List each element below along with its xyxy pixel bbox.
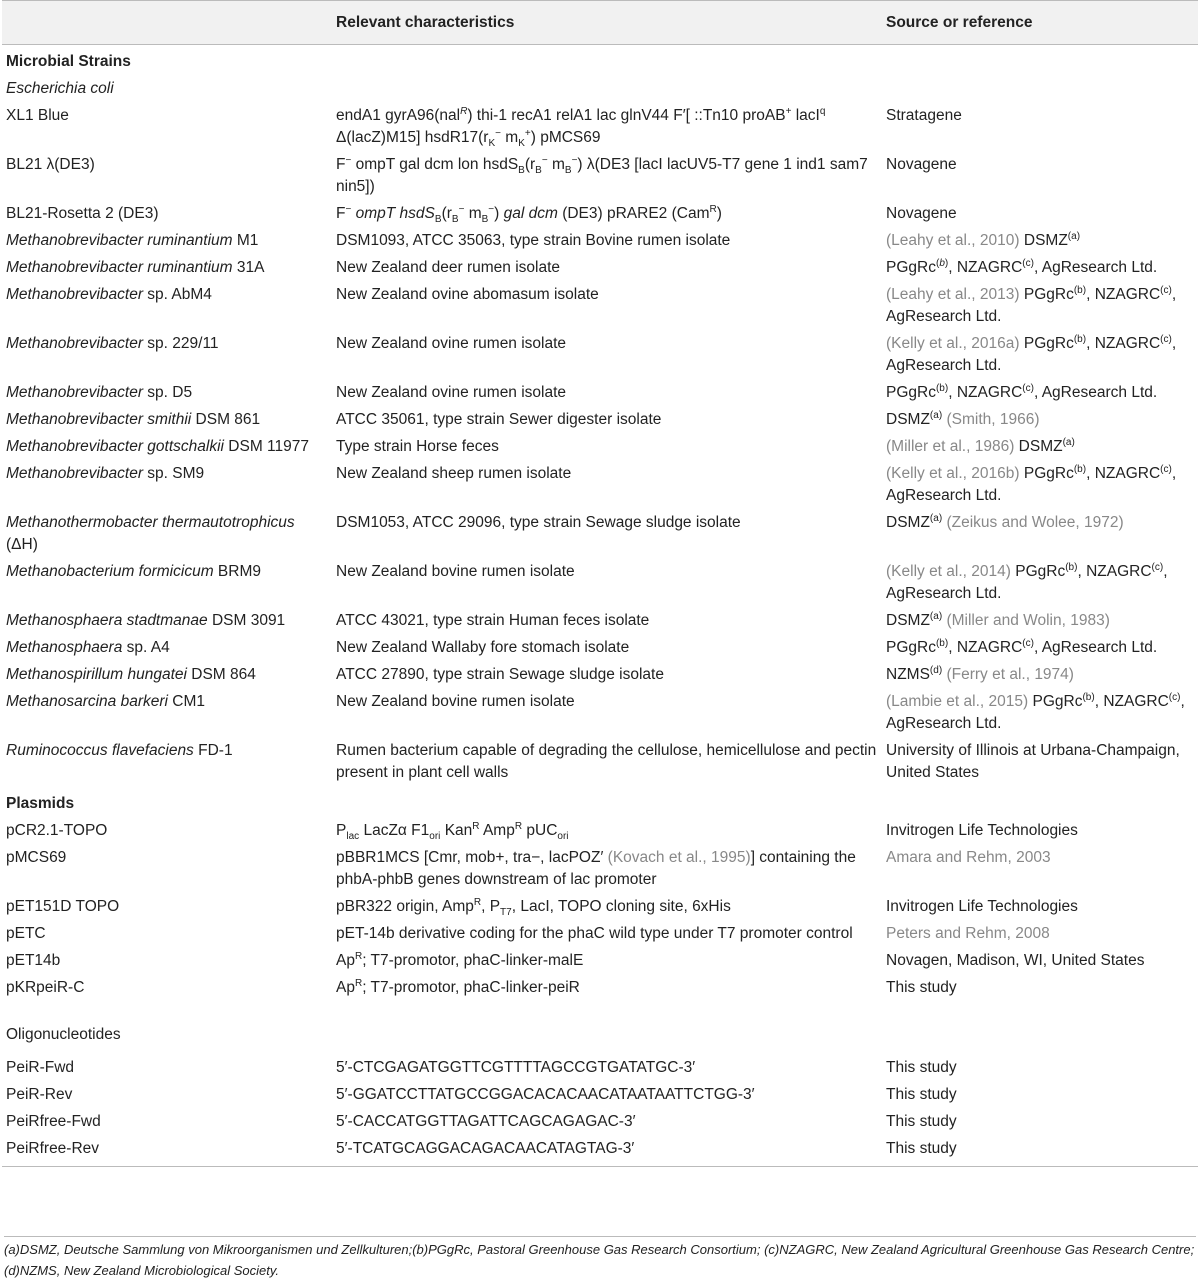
table-row: Methanobacterium formicicum BRM9 New Zealand bovine rumen isolate (Kelly et al., 2014) PGgRc$^{(b)}$, NZAGRC$^{(c)}$, AgResearch Ltd. xyxy=(6,561,1168,602)
header-characteristics: Relevant characteristics xyxy=(332,1,882,45)
genotype-cell: F− ompT $hsdS_B(r_B^-$ $m_B^-$) gal dcm (DE3) pRARE2 (Cam$^R$) xyxy=(336,203,722,226)
section-row: Oligonucleotides xyxy=(6,1026,121,1043)
table-row: PeiR-Rev 5′-GGATCCTTATGCCGGACACACAACATAATAATTCTGG-3′ This study xyxy=(6,1086,957,1103)
table-row: PeiR-Fwd 5′-CTCGAGATGGTTCGTTTTAGCCGTGATATGC-3′ This study xyxy=(6,1059,957,1076)
genotype-cell: pBBR1MCS [Cmr, mob+, tra−, lacPOZ′ (Kovach et al., 1995)] containing the phbA-phbB genes downstream of lac promoter xyxy=(336,849,856,888)
table-row: Methanospirillum hungatei DSM 864 ATCC 27890, type strain Sewage sludge isolate NZMS$^{(d)}$ (Ferry et al., 1974) xyxy=(6,664,1074,683)
table-row: Methanosphaera sp. A4 New Zealand Wallaby fore stomach isolate PGgRc$^{(b)}$, NZAGRC$^{(c)}$, AgResearch Ltd. xyxy=(6,637,1158,656)
table-row: Methanobrevibacter gottschalkii DSM 11977 Type strain Horse feces (Miller et al., 1986) DSMZ$^{(a)}$ xyxy=(6,436,1075,455)
section-row: Microbial Strains xyxy=(6,53,131,70)
genotype-cell: endA1 gyrA96(nal$^R$) thi-1 recA1 relA1 lac glnV44 F′[ ::Tn10 proAB+ lacI$^q$ Δ(lacZ)M15] $hsdR17(r_K^-$ $m_K^+$) pMCS69 xyxy=(336,105,826,150)
table-row: pET14b $Ap^R$; T7-promotor, phaC-linker-malE Novagen, Madison, WI, United States xyxy=(2,948,1198,975)
table-row: pETC pET-14b derivative coding for the phaC wild type under T7 promoter control Peters and Rehm, 2008 xyxy=(6,925,1050,942)
table-row: Methanobrevibacter ruminantium 31A New Zealand deer rumen isolate PGgRc$^{(b)}$, NZAGRC$^{(c)}$, AgResearch Ltd. xyxy=(6,257,1158,276)
table-row: pCR2.1-TOPO $P_{lac}$ LacZα $F1_{ori}$ Kan$^R$ Amp$^R$ pUC$_{ori}$ Invitrogen Life Technologies xyxy=(2,818,1198,845)
table-row: pET151D TOPO pBR322 origin, Amp$^R$, $P_{T7}$, LacI, TOPO cloning site, 6xHis Invitrogen Life Technologies xyxy=(2,894,1198,921)
table-row: BL21-Rosetta 2 (DE3) F− ompT $hsdS_B(r_B^-$ $m_B^-$) gal dcm (DE3) pRARE2 (Cam$^R$) Novagene xyxy=(2,201,1198,228)
table-row: BL21 λ(DE3) F− ompT gal dcm lon $hsdS_B(r_B^-$ $m_B^-$) λ(DE3 [lacI lacUV5-T7 gene 1 ind1 sam7 nin5]) Novagene xyxy=(2,152,1198,201)
table-row: Methanobrevibacter sp. AbM4 New Zealand ovine abomasum isolate (Leahy et al., 2013) PGgRc$^{(b)}$, NZAGRC$^{(c)}$, AgResearch Ltd. xyxy=(6,284,1177,325)
table-footnote: (a)DSMZ, Deutsche Sammlung von Mikroorganismen und Zellkulturen;(b)PGgRc, Pastoral Greenhouse Gas Research Consortium; (c)NZAGRC, New Zealand Agricultural Greenhouse Gas Research Centre; (d)NZMS, New Zealand Microbiological Society. xyxy=(4,1236,1196,1281)
strains-table xyxy=(2,0,1198,1167)
genotype-cell: $Ap^R$; T7-promotor, phaC-linker-peiR xyxy=(336,977,580,996)
table-row: Methanobrevibacter ruminantium M1 DSM1093, ATCC 35063, type strain Bovine rumen isolate (Leahy et al., 2010) DSMZ$^{(a)}$ xyxy=(6,230,1081,249)
table-row: Ruminococcus flavefaciens FD-1 Rumen bacterium capable of degrading the cellulose, hemicellulose and pectin present in plant cell walls University of Illinois at Urbana-Champaign, United States xyxy=(6,742,1180,781)
table-row: pMCS69 pBBR1MCS [Cmr, mob+, tra−, lacPOZ′ (Kovach et al., 1995)] containing the phbA-phbB genes downstream of lac promoter Amara and Rehm, 2003 xyxy=(2,845,1198,894)
header-name xyxy=(2,1,332,45)
table-row: Methanothermobacter thermautotrophicus (ΔH) DSM1053, ATCC 29096, type strain Sewage sludge isolate DSMZ$^{(a)}$ (Zeikus and Wolee, 1972) xyxy=(6,512,1124,553)
table-row: Methanobrevibacter sp. SM9 New Zealand sheep rumen isolate (Kelly et al., 2016b) PGgRc$^{(b)}$, NZAGRC$^{(c)}$, AgResearch Ltd. xyxy=(6,463,1177,504)
genotype-cell: F− ompT gal dcm lon $hsdS_B(r_B^-$ $m_B^-$) λ(DE3 [lacI lacUV5-T7 gene 1 ind1 sam7 nin5]) xyxy=(336,154,868,195)
subsection-row: Escherichia coli xyxy=(6,80,114,97)
table-row: PeiRfree-Rev 5′-TCATGCAGGACAGACAACATAGTAG-3′ This study xyxy=(2,1136,1198,1167)
genotype-cell: $Ap^R$; T7-promotor, phaC-linker-malE xyxy=(336,950,584,969)
table-row: XL1 Blue endA1 gyrA96(nal$^R$) thi-1 recA1 relA1 lac glnV44 F′[ ::Tn10 proAB+ lacI$^q$ Δ(lacZ)M15] $hsdR17(r_K^-$ $m_K^+$) pMCS69 Stratagene xyxy=(2,103,1198,152)
genotype-cell: $P_{lac}$ LacZα $F1_{ori}$ Kan$^R$ Amp$^R$ pUC$_{ori}$ xyxy=(336,820,569,843)
genotype-cell: pBR322 origin, Amp$^R$, $P_{T7}$, LacI, TOPO cloning site, 6xHis xyxy=(336,896,731,919)
table-row: Methanobrevibacter sp. 229/11 New Zealand ovine rumen isolate (Kelly et al., 2016a) PGgRc$^{(b)}$, NZAGRC$^{(c)}$, AgResearch Ltd. xyxy=(6,333,1177,374)
table-row: Methanobrevibacter sp. D5 New Zealand ovine rumen isolate PGgRc$^{(b)}$, NZAGRC$^{(c)}$, AgResearch Ltd. xyxy=(6,382,1158,401)
table-row: Methanobrevibacter smithii DSM 861 ATCC 35061, type strain Sewer digester isolate DSMZ$^{(a)}$ (Smith, 1966) xyxy=(6,409,1040,428)
header-source: Source or reference xyxy=(882,1,1198,45)
section-row: Plasmids xyxy=(6,795,75,812)
header-row xyxy=(2,1,1198,45)
table-row: Methanosphaera stadtmanae DSM 3091 ATCC 43021, type strain Human feces isolate DSMZ$^{(a)}$ (Miller and Wolin, 1983) xyxy=(6,610,1110,629)
table-row: pKRpeiR-C $Ap^R$; T7-promotor, phaC-linker-peiR This study xyxy=(2,975,1198,1002)
table-row: PeiRfree-Fwd 5′-CACCATGGTTAGATTCAGCAGAGAC-3′ This study xyxy=(6,1113,957,1130)
table-row: Methanosarcina barkeri CM1 New Zealand bovine rumen isolate (Lambie et al., 2015) PGgRc$^{(b)}$, NZAGRC$^{(c)}$, AgResearch Ltd. xyxy=(6,691,1185,732)
